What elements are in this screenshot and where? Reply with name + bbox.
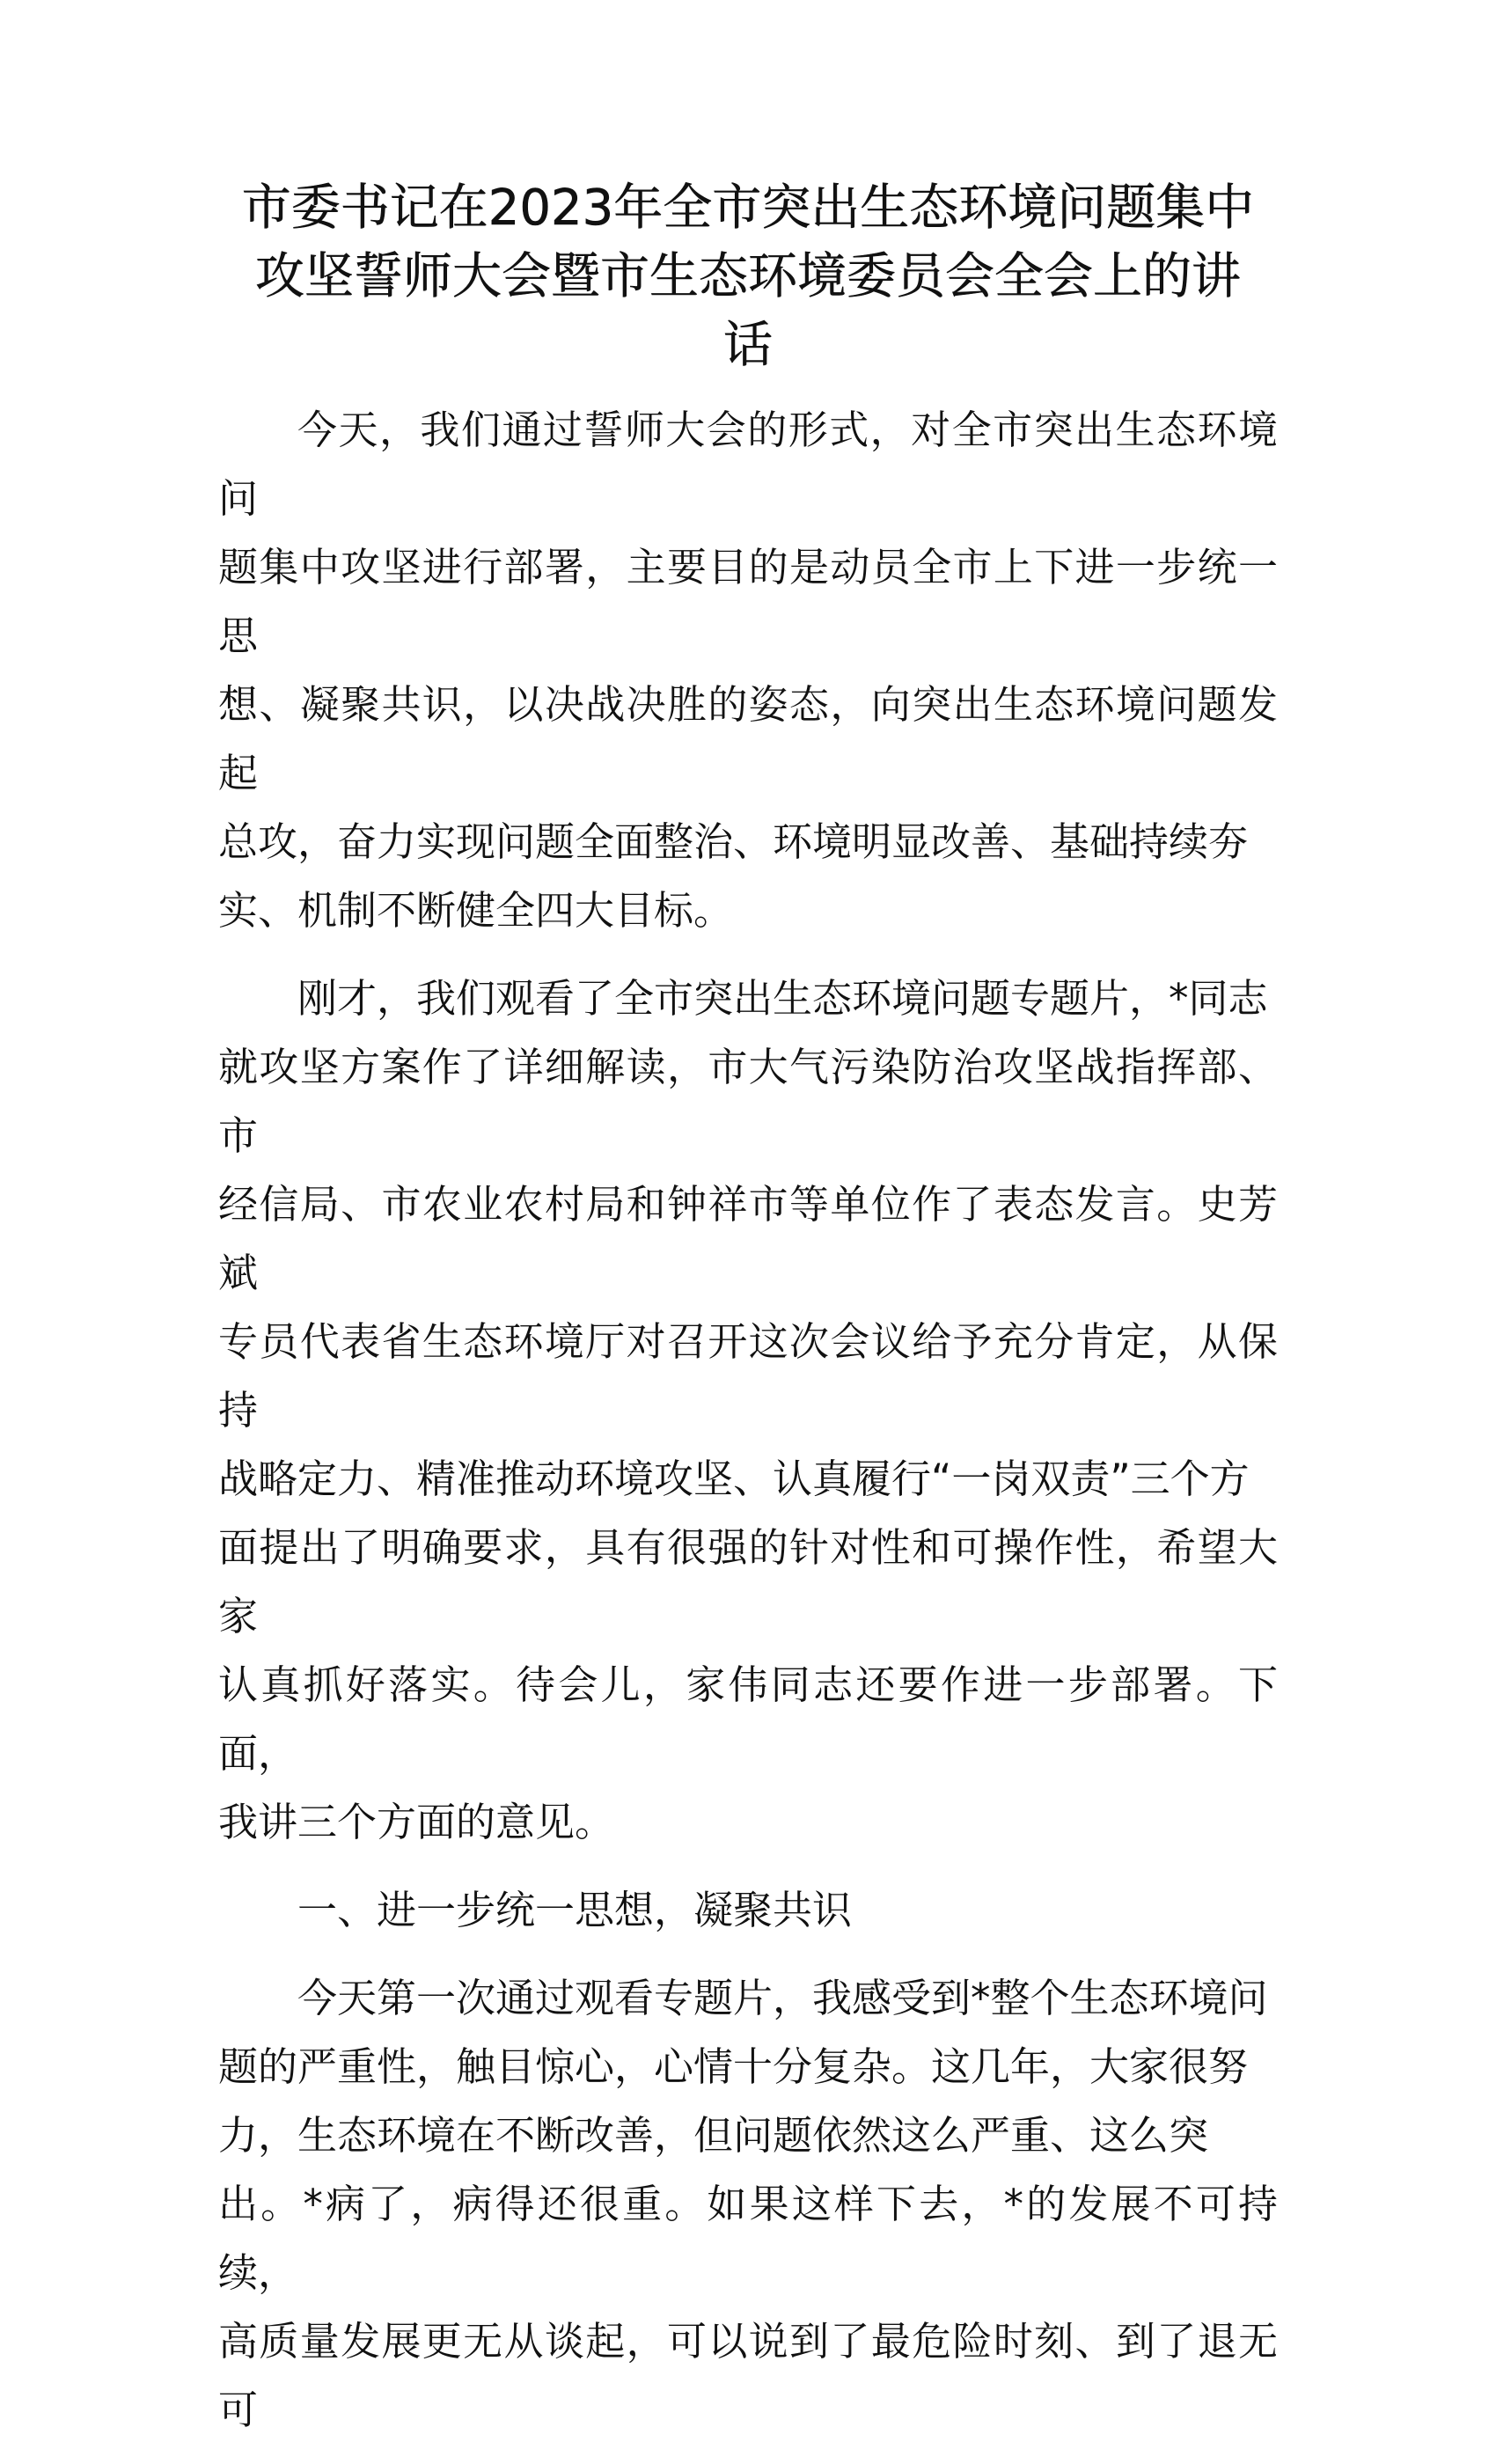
paragraph-line: 战略定力、精准推动环境攻坚、认真履行“一岗双责”三个方 xyxy=(218,1456,1250,1502)
paragraph-line: 高质量发展更无从谈起，可以说到了最危险时刻、到了退无可 xyxy=(218,2318,1278,2433)
paragraph-line: 想、凝聚共识，以决战决胜的姿态，向突出生态环境问题发起 xyxy=(218,681,1278,796)
paragraph-line: 出。*病了，病得还很重。如果这样下去，*的发展不可持续， xyxy=(218,2181,1278,2296)
paragraph-line: 就攻坚方案作了详细解读，市大气污染防治攻坚战指挥部、市 xyxy=(218,1044,1278,1159)
paragraph-line: 专员代表省生态环境厅对召开这次会议给予充分肯定，从保持 xyxy=(218,1318,1278,1434)
section-heading: 一、进一步统一思想，凝聚共识 xyxy=(297,1887,853,1933)
title-line: 市委书记在2023年全市突出生态环境问题集中 xyxy=(241,180,1255,237)
paragraph-opening xyxy=(218,396,1278,945)
paragraph-review xyxy=(218,964,1278,1857)
paragraph-line: 题的严重性，触目惊心，心情十分复杂。这几年，大家很努 xyxy=(218,2043,1249,2090)
paragraph-line: 今天，我们通过誓师大会的形式，对全市突出生态环境问 xyxy=(218,407,1278,522)
document-body xyxy=(218,174,1278,2464)
paragraph-line: 认真抓好落实。待会儿，家伟同志还要作进一步部署。下面， xyxy=(218,1661,1278,1777)
title-line: 话 xyxy=(723,317,773,374)
paragraph-line: 题集中攻坚进行部署，主要目的是动员全市上下进一步统一思 xyxy=(218,544,1278,659)
paragraph-line: 今天第一次通过观看专题片，我感受到*整个生态环境问 xyxy=(297,1975,1268,2021)
title-line: 攻坚誓师大会暨市生态环境委员会全会上的讲 xyxy=(255,248,1241,305)
paragraph-line: 刚才，我们观看了全市突出生态环境问题专题片，*同志 xyxy=(297,975,1268,1022)
document-title xyxy=(218,174,1278,380)
paragraph-section-one xyxy=(218,1964,1278,2445)
paragraph-line: 我讲三个方面的意见。 xyxy=(218,1799,615,1845)
paragraph-line: 实、机制不断健全四大目标。 xyxy=(218,887,734,934)
paragraph-line: 总攻，奋力实现问题全面整治、环境明显改善、基础持续夯 xyxy=(218,818,1249,865)
paragraph-line: 力，生态环境在不断改善，但问题依然这么严重、这么突 xyxy=(218,2112,1209,2159)
paragraph-line: 面提出了明确要求，具有很强的针对性和可操作性，希望大家 xyxy=(218,1524,1278,1639)
paragraph-line: 经信局、市农业农村局和钟祥市等单位作了表态发言。史芳斌 xyxy=(218,1181,1278,1296)
